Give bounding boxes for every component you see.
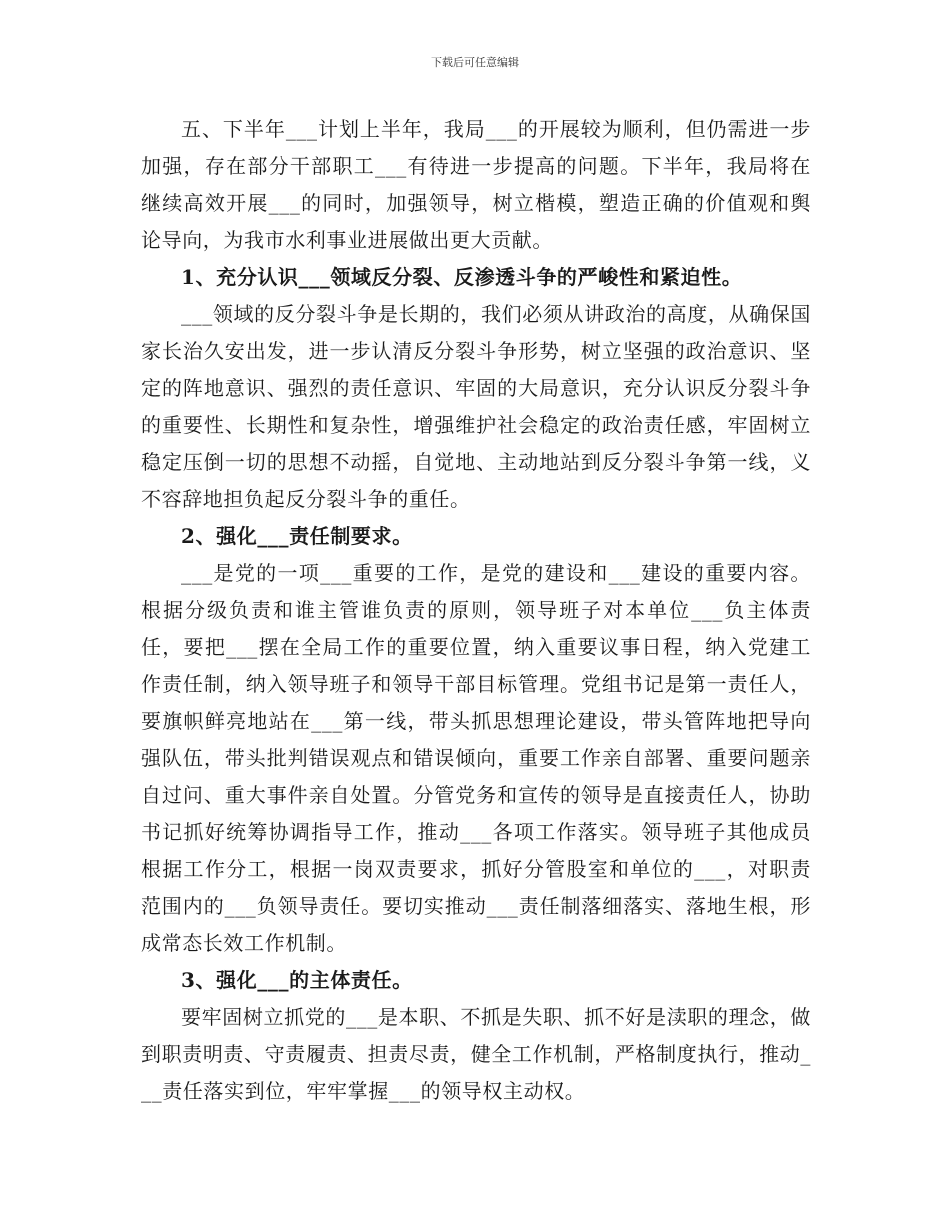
section-heading-3: 3、强化___的主体责任。 [181,968,413,992]
paragraph-responsibility-system: ___是党的一项___重要的工作，是党的建设和___建设的重要内容。根据分级负责和谁主管谁负责的原则，领导班子对本单位___负主体责任，要把___摆在全局工作的重要位置，纳入重要议事日程，纳入党建工作责任制，纳入领导班子和领导干部目标管理。党组书记是第一责任人，要旗帜鲜亮地站在___第一线，带头抓思想理论建设，带头管阵地把导向强队伍，带头批判错误观点和错误倾向，重要工作亲自部署、重要问题亲自过问、重大事件亲自处置。分管党务和宣传的领导是直接责任人，协助书记抓好统筹协调指导工作，推动___各项工作落实。领导班子其他成员根据工作分工，根据一岗双责要求，抓好分管股室和单位的___，对职责范围内的___负领导责任。要切实推动___责任制落细落实、落地生根，形成常态长效工作机制。 [141,561,811,955]
paragraph-main-responsibility: 要牢固树立抓党的___是本职、不抓是失职、抓不好是渎职的理念，做到职责明责、守责履责、担责尽责，健全工作机制，严格制度执行，推动___责任落实到位，牢牢掌握___的领导权主动权。 [141,1005,811,1103]
page-header: 下载后可任意编辑 [431,56,519,69]
section-heading-1: 1、充分认识___领域反分裂、反渗透斗争的严峻性和紧迫性。 [181,265,743,289]
section-heading-2: 2、强化___责任制要求。 [181,524,413,548]
document-body [141,111,811,1110]
paragraph-anti-separatism: ___领域的反分裂斗争是长期的，我们必须从讲政治的高度，从确保国家长治久安出发，进一步认清反分裂斗争形势，树立坚强的政治意识、坚定的阵地意识、强烈的责任意识、牢固的大局意识，充分认识反分裂斗争的重要性、长期性和复杂性，增强维护社会稳定的政治责任感，牢固树立稳定压倒一切的思想不动摇，自觉地、主动地站到反分裂斗争第一线，义不容辞地担负起反分裂斗争的重任。 [141,302,811,511]
paragraph-second-half-plan: 五、下半年___计划上半年，我局___的开展较为顺利，但仍需进一步加强，存在部分干部职工___有待进一步提高的问题。下半年，我局将在继续高效开展___的同时，加强领导，树立楷模，塑造正确的价值观和舆论导向，为我市水利事业进展做出更大贡献。 [141,117,811,252]
